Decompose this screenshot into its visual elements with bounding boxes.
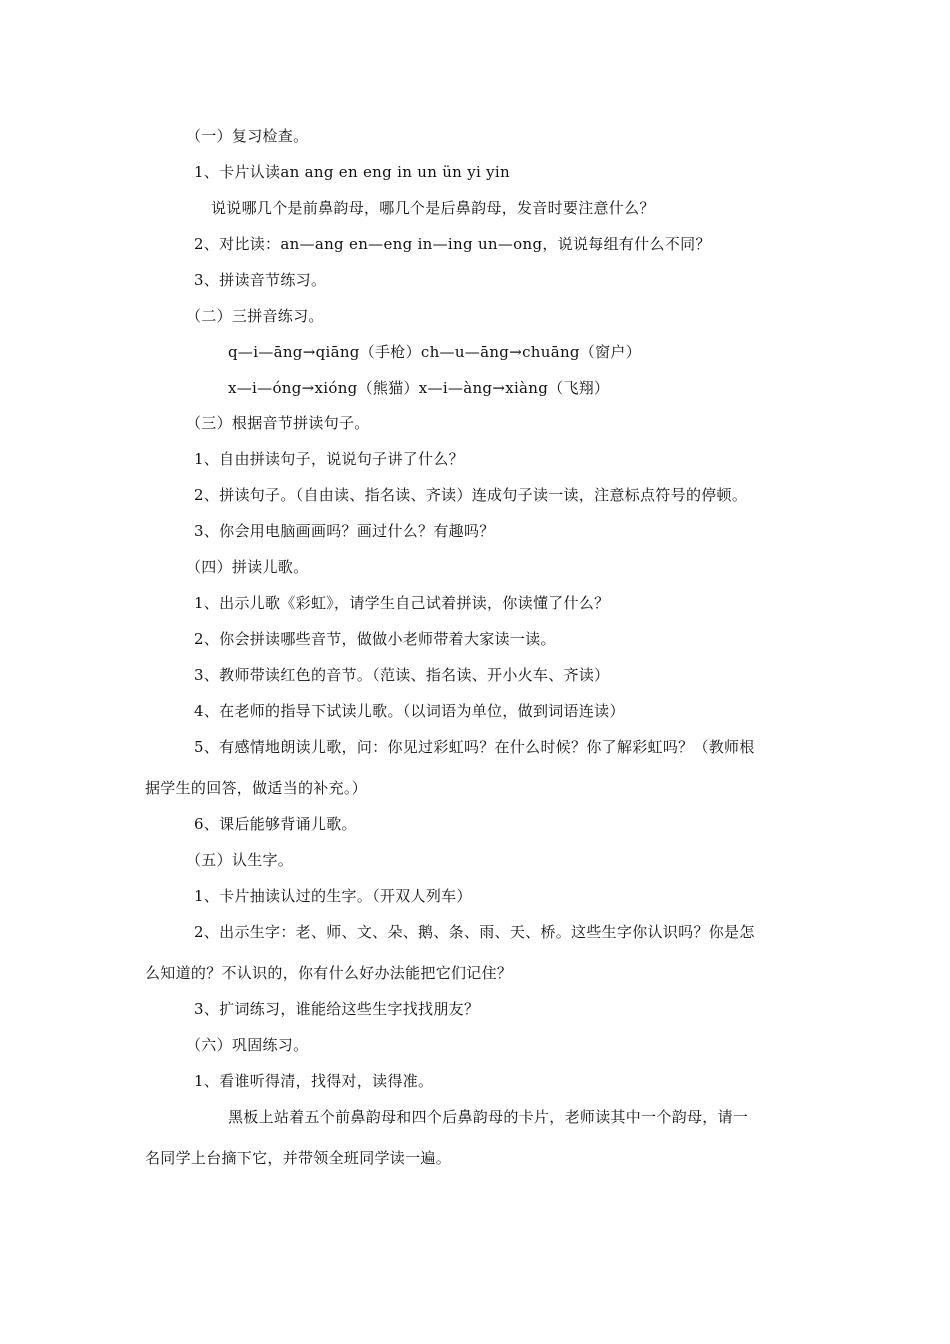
section-heading-triple-pinyin: （二）三拼音练习。 bbox=[186, 307, 324, 325]
paragraph: 4、在老师的指导下试读儿歌。（以词语为单位，做到词语连读） bbox=[194, 702, 625, 720]
paragraph: 3、拼读音节练习。 bbox=[194, 271, 327, 289]
paragraph: 1、出示儿歌《彩虹》，请学生自己试着拼读，你读懂了什么？ bbox=[194, 594, 610, 612]
paragraph: 1、卡片抽读认过的生字。（开双人列车） bbox=[194, 887, 472, 905]
paragraph: 1、卡片认读an ang en eng in un ün yi yin bbox=[194, 163, 510, 181]
paragraph: 3、教师带读红色的音节。（范读、指名读、开小火车、齐读） bbox=[194, 666, 610, 684]
paragraph: 1、看谁听得清，找得对，读得准。 bbox=[194, 1072, 434, 1090]
paragraph: 3、扩词练习，谁能给这些生字找找朋友？ bbox=[194, 1000, 480, 1018]
paragraph: 黑板上站着五个前鼻韵母和四个后鼻韵母的卡片，老师读其中一个韵母，请一 bbox=[228, 1108, 749, 1126]
paragraph-continuation: 名同学上台摘下它，并带领全班同学读一遍。 bbox=[145, 1149, 452, 1167]
paragraph: 3、你会用电脑画画吗？画过什么？有趣吗？ bbox=[194, 522, 495, 540]
paragraph: 2、出示生字：老、师、文、朵、鹅、条、雨、天、桥。这些生字你认识吗？你是怎 bbox=[194, 923, 755, 941]
pinyin-example: q—i—āng→qiāng（手枪）ch—u—āng→chuāng（窗户） bbox=[228, 343, 642, 361]
section-heading-sentences: （三）根据音节拼读句子。 bbox=[186, 414, 370, 432]
paragraph-continuation: 据学生的回答，做适当的补充。） bbox=[145, 779, 368, 797]
paragraph: 1、自由拼读句子，说说句子讲了什么？ bbox=[194, 450, 464, 468]
paragraph: 5、有感情地朗读儿歌，问：你见过彩虹吗？在什么时候？你了解彩虹吗？（教师根 bbox=[194, 738, 755, 756]
paragraph: 6、课后能够背诵儿歌。 bbox=[194, 815, 357, 833]
paragraph: 说说哪几个是前鼻韵母，哪几个是后鼻韵母，发音时要注意什么？ bbox=[211, 199, 655, 217]
section-heading-characters: （五）认生字。 bbox=[186, 851, 294, 869]
paragraph: 2、拼读句子。（自由读、指名读、齐读）连成句子读一读，注意标点符号的停顿。 bbox=[194, 486, 748, 504]
section-heading-song: （四）拼读儿歌。 bbox=[186, 558, 309, 576]
paragraph: 2、你会拼读哪些音节，做做小老师带着大家读一读。 bbox=[194, 630, 556, 648]
paragraph: 2、对比读：an—ang en—eng in—ing un—ong，说说每组有什么不同？ bbox=[194, 235, 711, 253]
section-heading-review: （一）复习检查。 bbox=[186, 127, 309, 145]
pinyin-example: x—i—óng→xióng（熊猫）x—i—àng→xiàng（飞翔） bbox=[228, 379, 610, 397]
paragraph-continuation: 么知道的？不认识的，你有什么好办法能把它们记住？ bbox=[145, 964, 513, 982]
section-heading-practice: （六）巩固练习。 bbox=[186, 1036, 309, 1054]
